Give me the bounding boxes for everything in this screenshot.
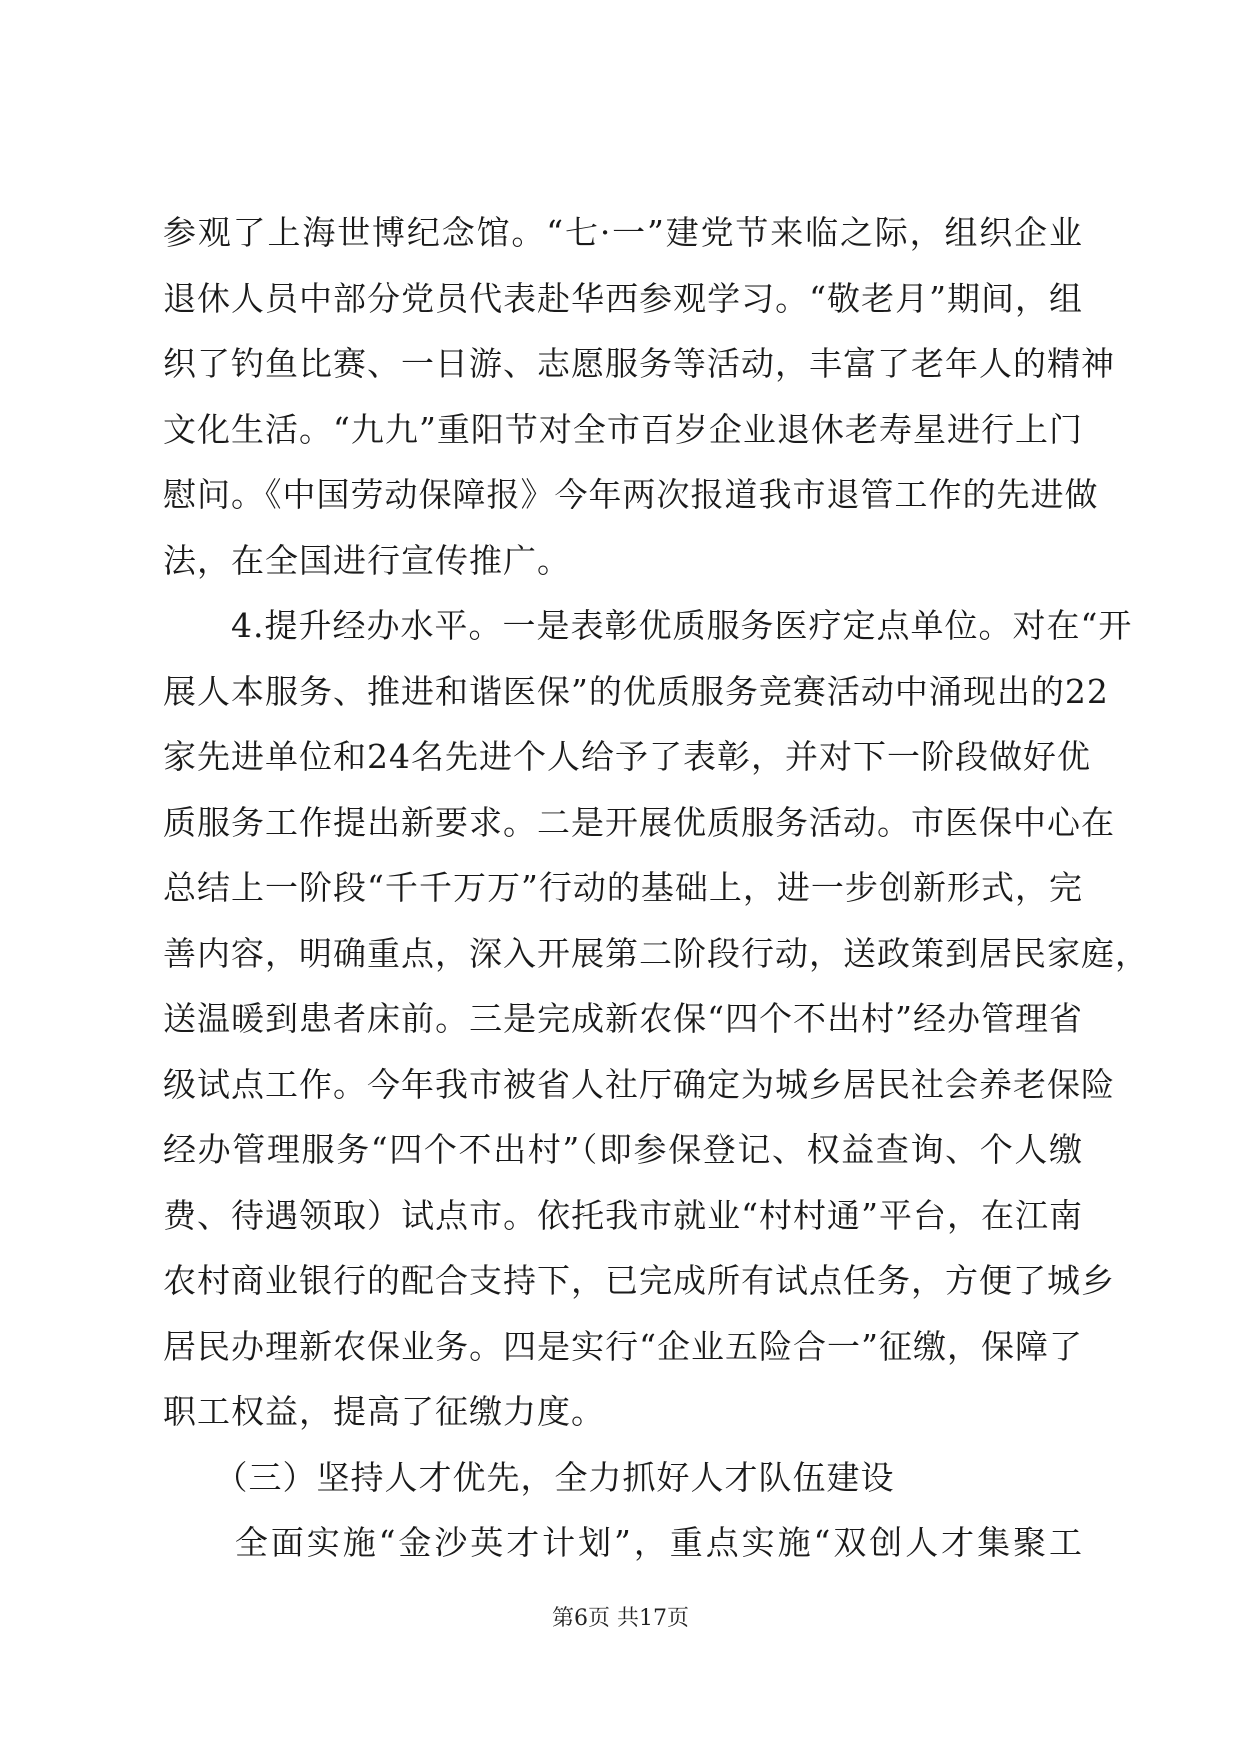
- body-line: 文化生活。“九九”重阳节对全市百岁企业退休老寿星进行上门: [163, 409, 1083, 449]
- body-line-paragraph-end: 法，在全国进行宣传推广。: [163, 540, 571, 580]
- body-line: 展人本服务、推进和谐医保”的优质服务竞赛活动中涌现出的22: [163, 671, 1109, 711]
- body-line: 农村商业银行的配合支持下，已完成所有试点任务，方便了城乡: [163, 1261, 1115, 1300]
- body-line: 家先进单位和24名先进个人给予了表彰，并对下一阶段做好优: [163, 737, 1091, 776]
- body-line: 善内容，明确重点，深入开展第二阶段行动，送政策到居民家庭，: [163, 933, 1149, 973]
- body-line: 送温暖到患者床前。三是完成新农保“四个不出村”经办管理省: [163, 999, 1083, 1038]
- body-line: 费、待遇领取）试点市。依托我市就业“村村通”平台，在江南: [163, 1195, 1083, 1235]
- body-line: 质服务工作提出新要求。二是开展优质服务活动。市医保中心在: [163, 802, 1115, 842]
- body-line: 织了钓鱼比赛、一日游、志愿服务等活动，丰富了老年人的精神: [163, 344, 1115, 383]
- body-line: 经办管理服务“四个不出村”（即参保登记、权益查询、个人缴: [163, 1130, 1083, 1169]
- body-line: 参观了上海世博纪念馆。“七·一”建党节来临之际，组织企业: [163, 213, 1083, 252]
- body-line: 总结上一阶段“千千万万”行动的基础上，进一步创新形式，完: [163, 868, 1083, 907]
- section-heading: （三）坚持人才优先，全力抓好人才队伍建设: [163, 1457, 895, 1497]
- body-line: 退休人员中部分党员代表赴华西参观学习。“敬老月”期间，组: [163, 278, 1083, 318]
- body-line: 4.提升经办水平。一是表彰优质服务医疗定点单位。对在“开: [163, 606, 1133, 645]
- document-body: [163, 200, 1149, 1576]
- body-line: 级试点工作。今年我市被省人社厅确定为城乡居民社会养老保险: [163, 1064, 1115, 1104]
- body-line: 慰问。《中国劳动保障报》今年两次报道我市退管工作的先进做: [163, 475, 1099, 514]
- page-number-footer: 第6页 共17页: [552, 1606, 689, 1631]
- body-line-paragraph-end: 职工权益，提高了征缴力度。: [163, 1392, 605, 1431]
- body-line: 居民办理新农保业务。四是实行“企业五险合一”征缴，保障了: [163, 1326, 1083, 1366]
- body-line: 全面实施“金沙英才计划”，重点实施“双创人才集聚工: [163, 1523, 1083, 1562]
